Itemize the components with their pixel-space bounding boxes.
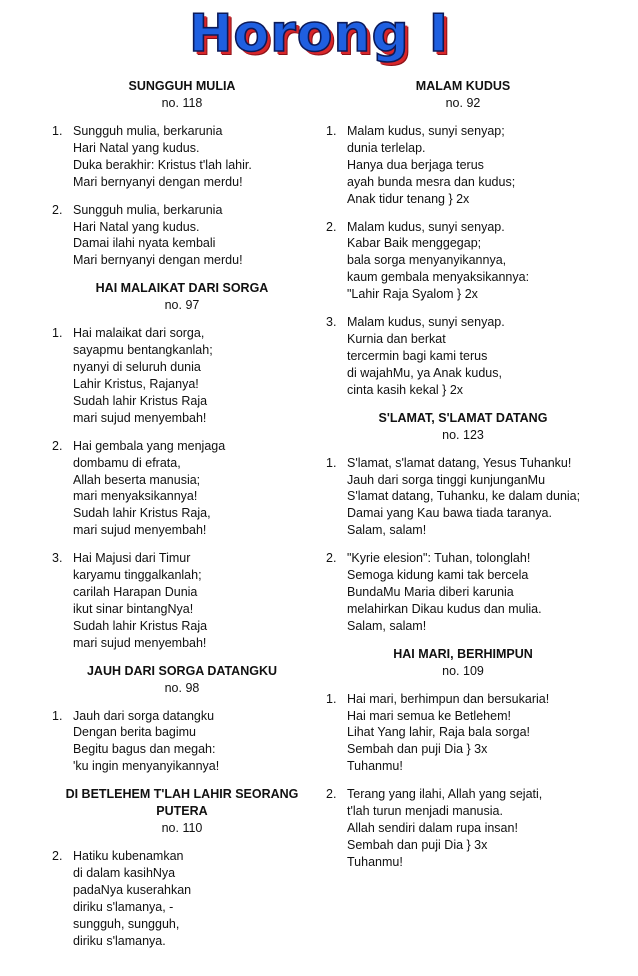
verse	[322, 219, 604, 304]
verse-line: cinta kasih kekal } 2x	[347, 382, 464, 397]
verse-line: ikut sinar bintangNya!	[73, 601, 194, 616]
verse-line: carilah Harapan Dunia	[73, 584, 198, 599]
verse-line: Hanya dua berjaga terus	[347, 157, 484, 172]
verse-line: Duka berakhir: Kristus t'lah lahir.	[73, 157, 252, 172]
verse-lines	[73, 708, 316, 776]
verse-line: karyamu tinggalkanlah;	[73, 568, 202, 583]
verse-line: Damai ilahi nyata kembali	[73, 236, 216, 251]
song-number: no. 92	[445, 96, 481, 110]
verse-line: Tuhanmu!	[347, 854, 403, 869]
verse-number: 1.	[52, 124, 63, 138]
verse-line: mari sujud menyembah!	[73, 410, 207, 425]
left-column	[48, 78, 316, 961]
banner-title: Horong I	[188, 4, 450, 64]
verse-line: Hai Majusi dari Timur	[73, 551, 191, 566]
verse	[322, 550, 604, 635]
verse-line: Hai malaikat dari sorga,	[73, 326, 205, 341]
verse-lines	[347, 691, 604, 776]
verse-number: 2.	[326, 787, 337, 802]
song-title: SUNGGUH MULIA	[128, 79, 236, 93]
verse	[322, 455, 604, 540]
song-title: DI BETLEHEM T'LAH LAHIR SEORANG PUTERA	[65, 787, 299, 819]
song-block	[48, 280, 316, 651]
verse-line: padaNya kuserahkan	[73, 883, 192, 897]
verse-line: Mari bernyanyi dengan merdu!	[73, 174, 243, 189]
verse-lines	[73, 123, 316, 191]
verse	[48, 202, 316, 270]
song-block	[322, 646, 604, 871]
verse-line: sungguh, sungguh,	[73, 916, 180, 931]
verse-number: 3.	[52, 551, 63, 566]
song-number: no. 110	[161, 821, 203, 836]
verse-number: 2.	[52, 202, 63, 217]
verse-number: 1.	[326, 455, 337, 470]
verse-line: Salam, salam!	[347, 523, 427, 538]
verse-line: Kurnia dan berkat	[347, 331, 446, 346]
verse-line: Allah sendiri dalam rupa insan!	[347, 821, 518, 835]
verse-lines	[347, 786, 604, 871]
verse-line: "Lahir Raja Syalom } 2x	[347, 287, 478, 302]
verse-line: mari sujud menyembah!	[73, 635, 207, 650]
verse-line: Begitu bagus dan megah:	[73, 742, 216, 757]
verse-line: di dalam kasihNya	[73, 866, 176, 881]
verse-line: Malam kudus, sunyi senyap;	[347, 124, 505, 138]
verse-line: mari sujud menyembah!	[73, 523, 207, 538]
verse-number: 1.	[52, 326, 63, 341]
verse-line: diriku s'lamanya.	[73, 933, 166, 948]
verse-line: Sungguh mulia, berkarunia	[73, 124, 223, 138]
verse-line: Mari bernyanyi dengan merdu!	[73, 253, 243, 268]
verse-line: Semoga kidung kami tak bercela	[347, 568, 529, 583]
song-number: no. 118	[161, 96, 203, 110]
verse-line: Salam, salam!	[347, 618, 427, 633]
verse-number: 3.	[326, 315, 337, 330]
verse-line: Damai yang Kau bawa tiada taranya.	[347, 506, 552, 521]
song-title: HAI MALAIKAT DARI SORGA	[95, 281, 269, 296]
verse-line: Sembah dan puji Dia } 3x	[347, 742, 488, 757]
verse	[48, 325, 316, 426]
verse	[322, 314, 604, 399]
verse-line: 'ku ingin menyanyikannya!	[73, 759, 220, 774]
verse-line: Hatiku kubenamkan	[73, 849, 184, 864]
verse-line: bala sorga menyanyikannya,	[347, 253, 507, 268]
verse-line: kaum gembala menyaksikannya:	[347, 270, 530, 285]
verse-line: di wajahMu, ya Anak kudus,	[347, 365, 502, 380]
verse-lines	[347, 314, 604, 399]
verse-number: 1.	[52, 708, 63, 723]
song-title: MALAM KUDUS	[415, 79, 511, 93]
song-number: no. 123	[442, 427, 484, 442]
verse-line: Dengan berita bagimu	[73, 725, 196, 740]
verse	[322, 691, 604, 776]
verse-line: Terang yang ilahi, Allah yang sejati,	[347, 787, 543, 802]
verse	[48, 123, 316, 191]
verse-line: dunia terlelap.	[347, 140, 426, 155]
verse-line: Sembah dan puji Dia } 3x	[347, 837, 488, 852]
verse-line: Anak tidur tenang } 2x	[347, 191, 470, 206]
verse	[48, 438, 316, 539]
verse-line: Hai mari, berhimpun dan bersukaria!	[347, 691, 550, 706]
song-number: no. 97	[164, 298, 200, 313]
verse-number: 2.	[52, 849, 63, 864]
verse-lines	[73, 438, 316, 539]
song-block	[322, 78, 604, 399]
verse-lines	[73, 848, 316, 949]
verse-lines	[347, 550, 604, 635]
verse-number: 2.	[326, 219, 337, 234]
verse-line: Sudah lahir Kristus Raja	[73, 393, 208, 408]
verse-lines	[73, 550, 316, 651]
verse-line: tercermin bagi kami terus	[347, 348, 488, 363]
verse	[48, 708, 316, 776]
verse	[322, 786, 604, 871]
verse-line: diriku s'lamanya, -	[73, 899, 174, 914]
verse-line: mari menyaksikannya!	[73, 489, 198, 504]
verse-line: Kabar Baik menggegap;	[347, 236, 482, 251]
right-column	[322, 78, 604, 882]
verse-line: Lihat Yang lahir, Raja bala sorga!	[347, 725, 530, 740]
verse-line: Tuhanmu!	[347, 759, 403, 774]
verse-number: 2.	[326, 551, 337, 566]
verse-line: S'lamat, s'lamat datang, Yesus Tuhanku!	[347, 455, 572, 470]
verse	[322, 123, 604, 208]
verse-number: 1.	[326, 124, 337, 138]
verse-line: sayapmu bentangkanlah;	[73, 343, 213, 358]
verse-lines	[73, 325, 316, 426]
song-block	[48, 663, 316, 776]
verse-line: ayah bunda mesra dan kudus;	[347, 174, 516, 189]
verse-line: Jauh dari sorga datangku	[73, 708, 215, 723]
verse-line: melahirkan Dikau kudus dan mulia.	[347, 601, 542, 616]
song-title: HAI MARI, BERHIMPUN	[393, 646, 533, 661]
verse-number: 2.	[52, 438, 63, 453]
verse	[48, 848, 316, 949]
verse-lines	[347, 219, 604, 304]
verse-line: Sudah lahir Kristus Raja,	[73, 506, 211, 521]
song-title: JAUH DARI SORGA DATANGKU	[86, 663, 278, 678]
song-title: S'LAMAT, S'LAMAT DATANG	[378, 410, 548, 425]
verse-line: Malam kudus, sunyi senyap.	[347, 315, 505, 330]
verse-line: Sudah lahir Kristus Raja	[73, 618, 208, 633]
verse-line: dombamu di efrata,	[73, 455, 181, 470]
verse-line: "Kyrie elesion": Tuhan, tolonglah!	[347, 551, 531, 566]
verse-line: Hari Natal yang kudus.	[73, 219, 200, 234]
verse-number: 1.	[326, 691, 337, 706]
verse-line: Malam kudus, sunyi senyap.	[347, 219, 505, 234]
song-block	[48, 786, 316, 949]
verse-line: Jauh dari sorga tinggi kunjunganMu	[347, 472, 546, 487]
verse-line: Hai gembala yang menjaga	[73, 438, 226, 453]
verse-line: Hai mari semua ke Betlehem!	[347, 708, 511, 723]
verse-line: S'lamat datang, Tuhanku, ke dalam dunia;	[347, 489, 581, 504]
song-number: no. 109	[442, 663, 484, 678]
song-block	[322, 410, 604, 635]
verse-line: Hari Natal yang kudus.	[73, 140, 200, 155]
verse-line: nyanyi di seluruh dunia	[73, 360, 201, 375]
verse-lines	[73, 202, 316, 270]
verse-line: Sungguh mulia, berkarunia	[73, 202, 223, 217]
verse-line: Lahir Kristus, Rajanya!	[73, 376, 199, 391]
banner	[0, 0, 638, 74]
verse-lines	[347, 123, 604, 208]
verse	[48, 550, 316, 651]
song-number: no. 98	[164, 680, 200, 695]
verse-line: Allah beserta manusia;	[73, 472, 201, 487]
verse-line: BundaMu Maria diberi karunia	[347, 584, 514, 599]
song-block	[48, 78, 316, 269]
verse-lines	[347, 455, 604, 540]
verse-line: t'lah turun menjadi manusia.	[347, 804, 503, 819]
